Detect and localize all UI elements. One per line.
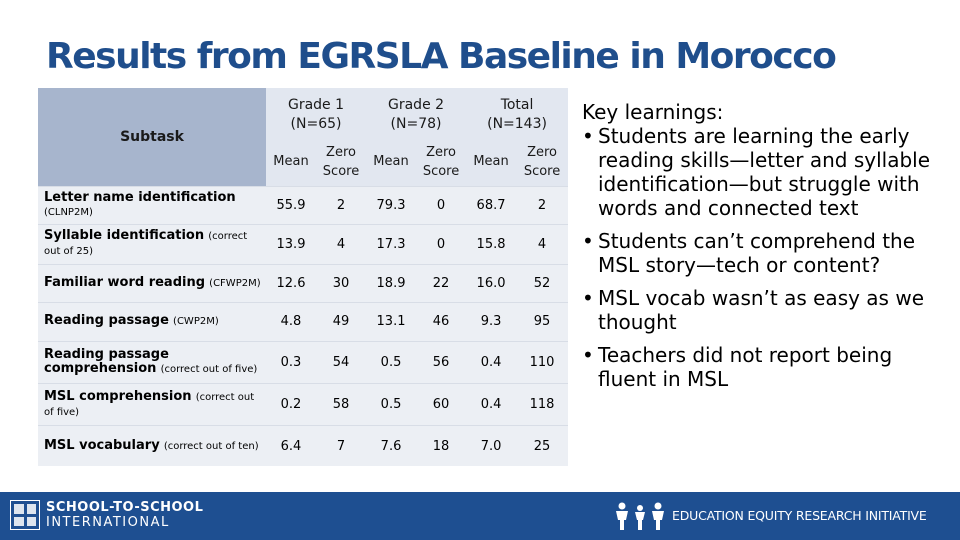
mean-cell: 0.4 <box>466 383 516 425</box>
bullet-icon: • <box>582 124 594 148</box>
zero-score-header: Zero Score <box>516 138 568 186</box>
learning-item: • Students can’t comprehend the MSL story—tech or content? <box>582 229 916 277</box>
zero-score-cell: 58 <box>316 383 366 425</box>
mean-cell: 79.3 <box>366 186 416 224</box>
zero-score-cell: 0 <box>416 224 466 264</box>
zero-score-cell: 95 <box>516 303 568 341</box>
mean-header: Mean <box>366 138 416 186</box>
mean-cell: 0.5 <box>366 341 416 383</box>
zero-score-cell: 18 <box>416 426 466 466</box>
table-row <box>38 303 568 341</box>
mean-cell: 7.0 <box>466 426 516 466</box>
subtask-label: Reading passage comprehension (correct out of five) <box>38 341 266 383</box>
mean-cell: 13.9 <box>266 224 316 264</box>
mean-cell: 55.9 <box>266 186 316 224</box>
bullet-icon: • <box>582 343 594 367</box>
zero-score-cell: 30 <box>316 265 366 303</box>
mean-cell: 16.0 <box>466 265 516 303</box>
zero-score-cell: 2 <box>316 186 366 224</box>
zero-score-cell: 110 <box>516 341 568 383</box>
mean-cell: 0.4 <box>466 341 516 383</box>
grade1-header: Grade 1 (N=65) <box>266 88 366 138</box>
table-row <box>38 186 568 224</box>
table-row <box>38 265 568 303</box>
zero-score-header: Zero Score <box>316 138 366 186</box>
sts-logo-text: SCHOOL-TO-SCHOOL INTERNATIONAL <box>46 500 204 530</box>
mean-cell: 13.1 <box>366 303 416 341</box>
zero-score-cell: 52 <box>516 265 568 303</box>
mean-cell: 68.7 <box>466 186 516 224</box>
mean-cell: 17.3 <box>366 224 416 264</box>
zero-score-cell: 60 <box>416 383 466 425</box>
mean-cell: 0.3 <box>266 341 316 383</box>
key-learnings <box>582 100 954 400</box>
learning-item: • Teachers did not report being fluent in MSL <box>582 343 893 391</box>
table-row <box>38 224 568 264</box>
mean-cell: 6.4 <box>266 426 316 466</box>
zero-score-cell: 46 <box>416 303 466 341</box>
page-title: Results from EGRSLA Baseline in Morocco <box>46 36 836 77</box>
grade2-header: Grade 2 (N=78) <box>366 88 466 138</box>
learning-item: • MSL vocab wasn’t as easy as we thought <box>582 286 924 334</box>
table-body <box>38 186 568 466</box>
mean-cell: 7.6 <box>366 426 416 466</box>
table-row <box>38 341 568 383</box>
zero-score-cell: 0 <box>416 186 466 224</box>
mean-cell: 0.2 <box>266 383 316 425</box>
mean-header: Mean <box>266 138 316 186</box>
zero-score-cell: 4 <box>516 224 568 264</box>
subtask-label: MSL comprehension (correct out of five) <box>38 383 266 425</box>
subtask-label: Familiar word reading (CFWP2M) <box>38 265 266 303</box>
eeri-people-icon <box>614 500 666 532</box>
bullet-icon: • <box>582 286 594 310</box>
mean-cell: 18.9 <box>366 265 416 303</box>
zero-score-cell: 25 <box>516 426 568 466</box>
learnings-heading: Key learnings: <box>582 100 724 124</box>
learning-item: • Students are learning the early reading skills—letter and syllable identification—but struggle with words and connected text <box>582 124 931 220</box>
subtask-label: Reading passage (CWP2M) <box>38 303 266 341</box>
mean-cell: 12.6 <box>266 265 316 303</box>
zero-score-cell: 49 <box>316 303 366 341</box>
zero-score-cell: 54 <box>316 341 366 383</box>
footer-bar <box>0 492 960 540</box>
subtask-header: Subtask <box>38 88 266 186</box>
mean-cell: 0.5 <box>366 383 416 425</box>
results-table <box>38 88 568 466</box>
learnings-list <box>582 124 954 391</box>
bullet-icon: • <box>582 229 594 253</box>
zero-score-header: Zero Score <box>416 138 466 186</box>
zero-score-cell: 4 <box>316 224 366 264</box>
zero-score-cell: 22 <box>416 265 466 303</box>
eeri-label: EDUCATION EQUITY RESEARCH INITIATIVE <box>672 508 927 523</box>
mean-header: Mean <box>466 138 516 186</box>
zero-score-cell: 7 <box>316 426 366 466</box>
zero-score-cell: 118 <box>516 383 568 425</box>
zero-score-cell: 2 <box>516 186 568 224</box>
total-header: Total (N=143) <box>466 88 568 138</box>
zero-score-cell: 56 <box>416 341 466 383</box>
subtask-label: Letter name identification (CLNP2M) <box>38 186 266 224</box>
mean-cell: 4.8 <box>266 303 316 341</box>
subtask-label: Syllable identification (correct out of 25) <box>38 224 266 264</box>
mean-cell: 9.3 <box>466 303 516 341</box>
table-row <box>38 383 568 425</box>
table-row <box>38 426 568 466</box>
mean-cell: 15.8 <box>466 224 516 264</box>
subtask-label: MSL vocabulary (correct out of ten) <box>38 426 266 466</box>
sts-logo-icon <box>10 500 40 530</box>
